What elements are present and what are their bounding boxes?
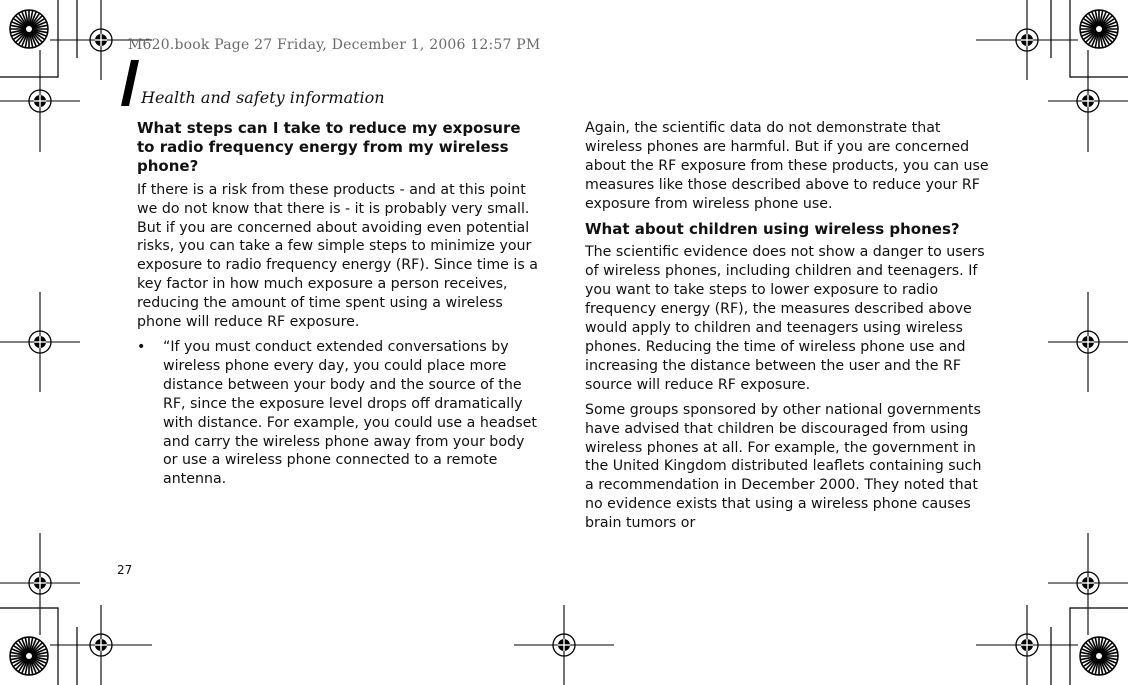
right-column [585,119,991,539]
left-column [137,119,542,489]
list-item-text: “If you must conduct extended conversations by wireless phone every day, you could place more distance between your body and the source of the RF, since the exposure level drops off dramatically with distance. For example, you could use a headset and carry the wireless phone away from your body or use a wireless phone connected to a remote antenna. [163,338,537,488]
page-number: 27 [117,563,133,577]
children-heading: What about children using wireless phones? [585,219,960,238]
list-item [137,338,542,489]
starburst-mark-bottom-right [1080,637,1118,675]
section-title: Health and safety information [141,88,385,107]
print-info-header: M620.book Page 27 Friday, December 1, 2006 12:57 PM [128,37,541,53]
starburst-mark-top-left [10,10,48,48]
starburst-mark-top-right [1080,10,1118,48]
section-bar-icon [121,60,141,106]
bullet-list [137,338,542,489]
body-paragraph: If there is a risk from these products - and at this point we do not know that there is - it is probably very small. But if you are concerned about avoiding even potential risks, you can take a few simple steps to minimize your exposure to radio frequency energy (RF). Since time is a key factor in how much exposure a person receives, reducing the amount of time spent using a wireless phone will reduce RF exposure. [137,181,538,331]
starburst-mark-bottom-left [10,637,48,675]
body-paragraph: Some groups sponsored by other national governments have advised that children be discouraged from using wireless phones at all. For example, the government in the United Kingdom distributed leaflets containing such a recommendation in December 2000. They noted that no evidence exists that using a wireless phone causes brain tumors or [585,401,982,532]
body-paragraph: The scientific evidence does not show a danger to users of wireless phones, including children and teenagers. If you want to take steps to lower exposure to radio frequency energy (RF), the measures described above would apply to children and teenagers using wireless phones. Reducing the time of wireless phone use and increasing the distance between the user and the RF source will reduce RF exposure. [585,244,985,393]
intro-paragraph: Again, the scientific data do not demonstrate that wireless phones are harmful. But if you are concerned about the RF exposure from these products, you can use measures like those described above to reduce your RF exposure from wireless phone use. [585,120,989,212]
question-heading: What steps can I take to reduce my exposure to radio frequency energy from my wireless phone? [137,119,521,175]
bullet-icon: • [137,338,146,355]
